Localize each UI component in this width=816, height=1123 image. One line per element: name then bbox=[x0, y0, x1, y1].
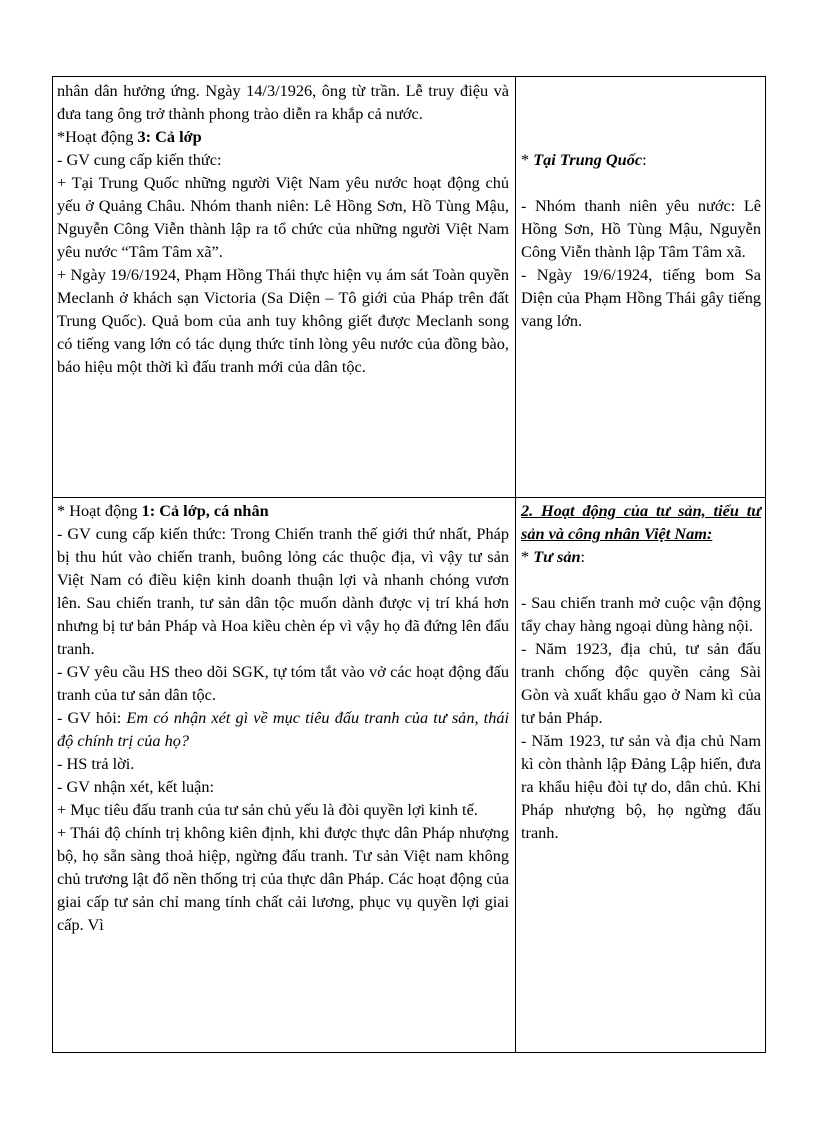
paragraph: - GV cung cấp kiến thức: Trong Chiến tranh thế giới thứ nhất, Pháp bị thu hút vào chiến tranh, buông lỏng các thuộc địa, vì vậy tư sản Việt Nam có điều kiện kinh doanh thuận lợi và nhanh chóng vươn lên. Sau chiến tranh, tư sản dân tộc muốn dành được vị trí khá hơn nhưng bị tư bản Pháp và Hoa kiều chèn ép vì vậy họ đã đứng lên đấu tranh. bbox=[57, 524, 509, 658]
paragraph: + Ngày 19/6/1924, Phạm Hồng Thái thực hiện vụ ám sát Toàn quyền Meclanh ở khách sạn Victoria (Sa Diện – Tô giới của Pháp trên đất Trung Quốc). Quả bom của anh tuy không giết được Meclanh song có tiếng vang lớn có tác dụng thức tỉnh lòng yêu nước của đồng bào, báo hiệu một thời kì đấu tranh mới của dân tộc. bbox=[57, 265, 509, 376]
left-top-cell bbox=[57, 79, 509, 378]
heading-prefix: * bbox=[521, 150, 534, 169]
lesson-table bbox=[52, 76, 766, 1053]
teacher-question bbox=[57, 706, 509, 752]
right-bottom-cell bbox=[521, 499, 761, 844]
question-text: Em có nhận xét gì về mục tiêu đấu tranh của tư sản, thái độ chính trị của họ? bbox=[57, 708, 509, 750]
activity-prefix: * Hoạt động bbox=[57, 501, 142, 520]
paragraph: - Nhóm thanh niên yêu nước: Lê Hồng Sơn, Hồ Tùng Mậu, Nguyễn Công Viễn thành lập Tâm Tâm xã. bbox=[521, 196, 761, 261]
paragraph: - Ngày 19/6/1924, tiếng bom Sa Diện của Phạm Hồng Thái gây tiếng vang lớn. bbox=[521, 265, 761, 330]
section-title: 2. Hoạt động của tư sản, tiểu tư sản và công nhân Việt Nam: bbox=[521, 501, 761, 543]
activity-prefix: *Hoạt động bbox=[57, 127, 138, 146]
sub-heading-bourgeoisie bbox=[521, 545, 761, 568]
heading-prefix: * bbox=[521, 547, 534, 566]
paragraph: - GV yêu cầu HS theo dõi SGK, tự tóm tắt vào vở các hoạt động đấu tranh của tư sản dân tộc. bbox=[57, 662, 509, 704]
paragraph: + Thái độ chính trị không kiên định, khi được thực dân Pháp nhượng bộ, họ sẵn sàng thoả hiệp, ngừng đấu tranh. Tư sản Việt nam không chủ trương lật đổ nền thống trị của thực dân Pháp. Các hoạt động của giai cấp tư sản chỉ mang tính chất cải lương, phục vụ quyền lợi giai cấp. Vì bbox=[57, 823, 509, 934]
left-bottom-cell bbox=[57, 499, 509, 936]
paragraph: - Sau chiến tranh mở cuộc vận động tẩy chay hàng ngoại dùng hàng nội. bbox=[521, 593, 761, 635]
paragraph: - GV cung cấp kiến thức: bbox=[57, 150, 222, 169]
paragraph: nhân dân hưởng ứng. Ngày 14/3/1926, ông từ trần. Lễ truy điệu và đưa tang ông trở thành phong trào diễn ra khắp cả nước. bbox=[57, 81, 509, 123]
activity-number: 1: bbox=[141, 501, 156, 520]
heading-text: Tại Trung Quốc bbox=[533, 150, 643, 169]
activity-mode: Cả lớp, cá nhân bbox=[155, 501, 269, 520]
heading-suffix: : bbox=[580, 547, 586, 566]
paragraph: - Năm 1923, địa chủ, tư sản đấu tranh chống độc quyền cảng Sài Gòn và xuất khẩu gạo ở Nam kì của tư bản Pháp. bbox=[521, 639, 761, 727]
heading-suffix: : bbox=[642, 150, 647, 169]
activity-mode: Cả lớp bbox=[151, 127, 202, 146]
activity-number: 3: bbox=[137, 127, 152, 146]
column-divider bbox=[515, 77, 516, 1052]
right-top-cell bbox=[521, 79, 761, 332]
paragraph: - HS trả lời. bbox=[57, 754, 135, 773]
paragraph: - Năm 1923, tư sản và địa chủ Nam kì còn thành lập Đảng Lập hiến, đưa ra khẩu hiệu đòi tự do, dân chủ. Khi Pháp nhượng bộ, họ ngừng đấu tranh. bbox=[521, 731, 761, 842]
paragraph: - GV nhận xét, kết luận: bbox=[57, 777, 215, 796]
heading-text: Tư sản bbox=[533, 547, 581, 566]
paragraph: + Mục tiêu đấu tranh của tư sản chủ yếu là đòi quyền lợi kinh tế. bbox=[57, 800, 478, 819]
row-divider bbox=[53, 497, 765, 498]
activity-1-heading bbox=[57, 499, 509, 522]
activity-3-heading bbox=[57, 125, 509, 148]
right-heading-china bbox=[521, 148, 761, 171]
paragraph: + Tại Trung Quốc những người Việt Nam yêu nước hoạt động chủ yếu ở Quảng Châu. Nhóm thanh niên: Lê Hồng Sơn, Hồ Tùng Mậu, Nguyễn Công Viễn thành lập ra tổ chức của những người Việt Nam yêu nước “Tâm Tâm xã”. bbox=[57, 173, 509, 261]
question-prefix: - GV hỏi: bbox=[57, 708, 127, 727]
